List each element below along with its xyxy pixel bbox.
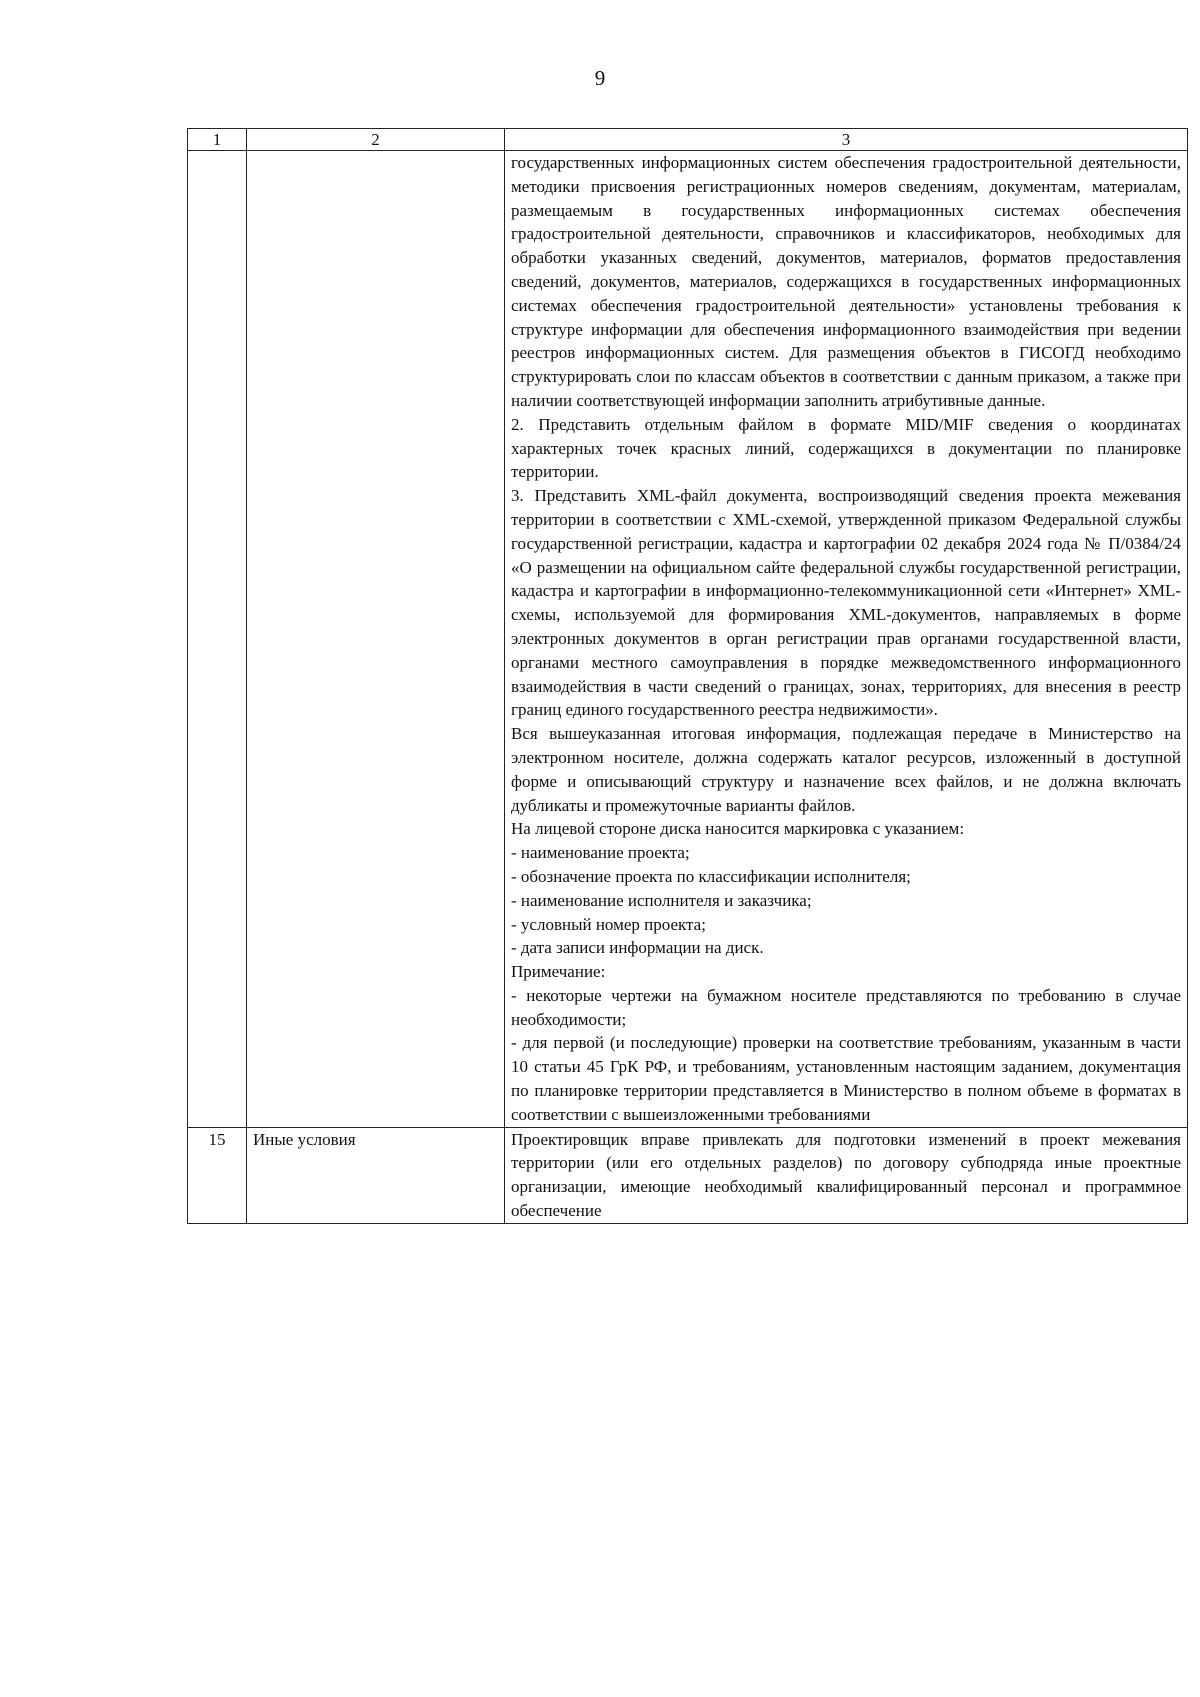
table-row-15 xyxy=(188,1127,1188,1223)
paragraph-mid-mif: 2. Представить отдельным файлом в формате MID/MIF сведения о координатах характерных точек красных линий, содержащихся в документации по планировке территории. xyxy=(511,414,1181,482)
table-row-continued xyxy=(188,151,1188,1128)
marking-item: - условный номер проекта; xyxy=(511,914,706,934)
row-15-content xyxy=(505,1127,1188,1223)
row-continued-title-cell xyxy=(247,151,505,1128)
table-header-row xyxy=(188,129,1188,151)
marking-item: - наименование проекта; xyxy=(511,843,690,863)
paragraph-gisogd-requirements: государственных информационных систем обеспечения градостроительной деятельности, методики присвоения регистрационных номеров сведениям, документам, материалам, размещаемым в государственных информационных системах обеспечения градостроительной деятельности, справочников и классификаторов, необходимых для обработки указанных сведений, документов, материалов, форматов предоставления сведений, документов, материалов, содержащихся в государственных информационных системах обеспечения градостроительной деятельности» установлены требования к структуре информации для обеспечения информационного взаимодействия при ведении реестров информационных систем. Для размещения объектов в ГИСОГД необходимо структурировать слои по классам объектов в соответствии с данным приказом, а также при наличии соответствующей информации заполнить атрибутивные данные. xyxy=(511,153,1181,410)
note-item: - для первой (и последующие) проверки на соответствие требованиям, указанным в части 10 статьи 45 ГрК РФ, и требованиям, установленным настоящим заданием, документация по планировке территории представляется в Министерство в полном объеме в форматах в соответствии с вышеизложенными требованиями xyxy=(511,1033,1181,1124)
row-15-text: Проектировщик вправе привлекать для подготовки изменений в проект межевания территории (или его отдельных разделов) по договору субподряда иные проектные организации, имеющие необходимый квалифицированный персонал и программное обеспечение xyxy=(511,1129,1181,1221)
row-continued-content-cell xyxy=(505,151,1188,1128)
marking-item: - дата записи информации на диск. xyxy=(511,938,764,958)
page-number: 9 xyxy=(594,66,606,90)
header-col-3: 3 xyxy=(505,129,1188,151)
header-col-1: 1 xyxy=(188,129,247,151)
paragraph-electronic-media: Вся вышеуказанная итоговая информация, подлежащая передаче в Министерство на электронном носителе, должна содержать каталог ресурсов, изложенный в доступной форме и описывающий структуру и назначение всех файлов, и не должна включать дубликаты и промежуточные варианты файлов. xyxy=(511,724,1181,815)
paragraph-xml-file: 3. Представить XML-файл документа, воспроизводящий сведения проекта межевания территории в соответствии с XML-схемой, утвержденной приказом Федеральной службы государственной регистрации, кадастра и картографии 02 декабря 2024 года № П/0384/24 «О размещении на официальном сайте федеральной службы государственной регистрации, кадастра и картографии в информационно-телекоммуникационной сети «Интернет» XML-схемы, используемой для формирования XML-документов, направляемых в форме электронных документов в орган регистрации прав органами государственной власти, органами местного самоуправления в порядке межведомственного информационного взаимодействия в части сведений о границах, зонах, территориях, для внесения в реестр границ единого государственного реестра недвижимости». xyxy=(511,486,1181,720)
requirements-table xyxy=(187,128,1188,1224)
row-15-title: Иные условия xyxy=(247,1127,505,1223)
paragraph-disk-marking: На лицевой стороне диска наносится маркировка с указанием: xyxy=(511,819,965,839)
row-15-number: 15 xyxy=(188,1127,247,1223)
note-item: - некоторые чертежи на бумажном носителе представляются по требованию в случае необходимости; xyxy=(511,985,1181,1029)
header-col-2: 2 xyxy=(247,129,505,151)
row-continued-number-cell xyxy=(188,151,247,1128)
marking-item: - наименование исполнителя и заказчика; xyxy=(511,890,812,910)
marking-list xyxy=(511,841,1181,960)
note-label: Примечание: xyxy=(511,962,606,982)
marking-item: - обозначение проекта по классификации исполнителя; xyxy=(511,866,911,886)
